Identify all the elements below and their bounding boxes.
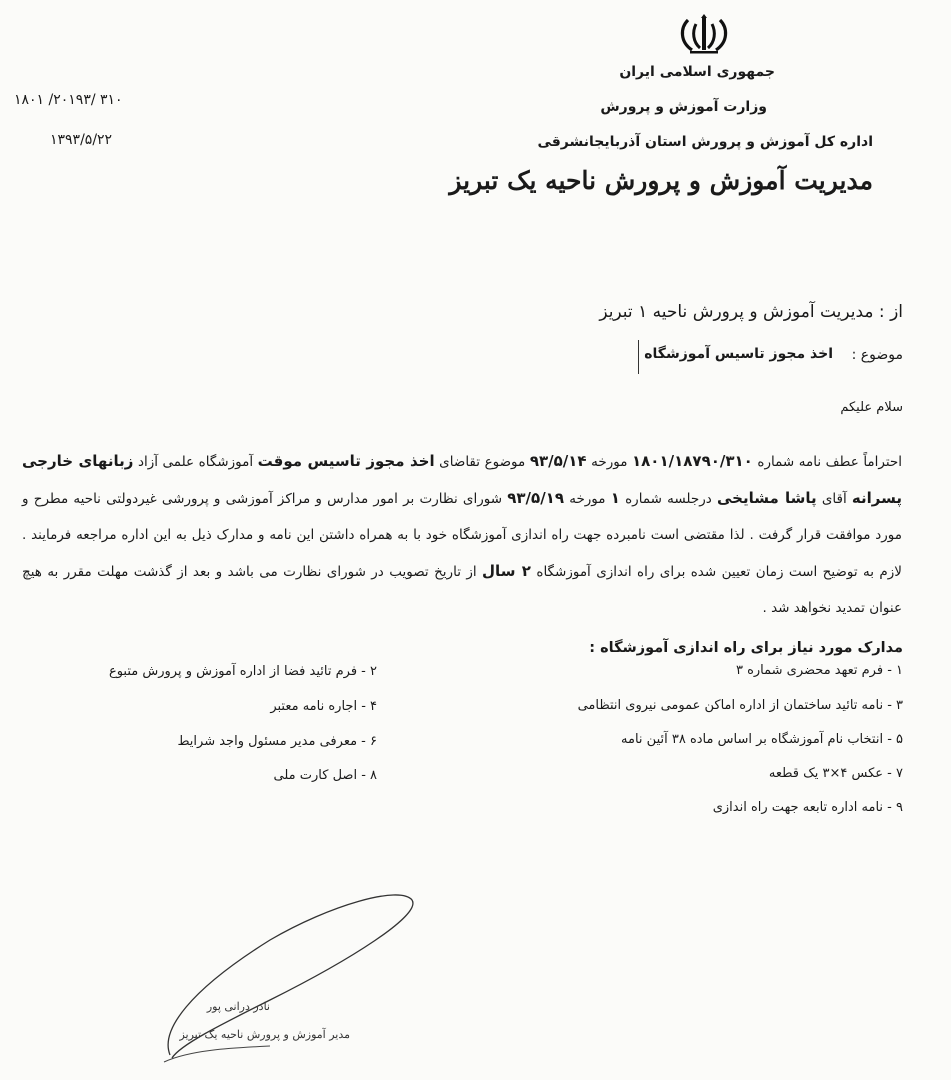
body-text: درجلسه شماره — [625, 491, 712, 507]
doc-item: ۳ - نامه تائید ساختمان از اداره اماکن عمومی نیروی انتظامی — [577, 698, 903, 713]
body-text: مورخه — [591, 454, 628, 470]
signature-scribble-icon — [150, 880, 430, 1070]
ref-letter-date: ۹۳/۵/۱۴ — [529, 452, 587, 470]
signature-title: مدیر آموزش و پرورش ناحیه یک تبریز — [179, 1028, 350, 1041]
doc-item: ۵ - انتخاب نام آموزشگاه بر اساس ماده ۳۸ آئین نامه — [621, 732, 903, 747]
doc-item: ۱ - فرم تعهد محضری شماره ۳ — [735, 663, 903, 678]
iran-emblem-icon — [678, 14, 730, 54]
subject-value: اخذ مجوز تاسیس آموزشگاه — [644, 346, 833, 362]
letter-from: از : مدیریت آموزش و پرورش ناحیه ۱ تبریز — [599, 302, 903, 322]
subject-label: موضوع : — [851, 347, 903, 363]
signature-name: نادر درانی پور — [206, 1000, 270, 1013]
letter-body — [22, 443, 902, 626]
docs-title: مدارک مورد نیاز برای راه اندازی آموزشگاه : — [589, 640, 903, 656]
body-text: موضوع تقاضای — [439, 454, 526, 470]
doc-item: ۹ - نامه اداره تابعه جهت راه اندازی — [712, 800, 903, 815]
request-type: اخذ مجوز تاسیس موقت — [257, 452, 435, 470]
body-text: آموزشگاه علمی آزاد — [137, 454, 254, 470]
doc-item: ۸ - اصل کارت ملی — [273, 768, 377, 783]
header-province-office: اداره کل آموزش و پرورش استان آذربایجانشرقی — [537, 134, 873, 150]
doc-item: ۴ - اجاره نامه معتبر — [270, 699, 377, 714]
header-district-office: مدیریت آموزش و پرورش ناحیه یک تبریز — [449, 166, 873, 195]
session-number: ۱ — [610, 489, 620, 507]
applicant-name: پاشا مشایخی — [717, 489, 817, 507]
doc-item: ۶ - معرفی مدیر مسئول واجد شرایط — [177, 734, 377, 749]
body-text: احتراماً عطف نامه شماره — [757, 454, 903, 470]
signature — [150, 880, 430, 1070]
greeting: سلام علیکم — [840, 400, 903, 415]
header-country: جمهوری اسلامی ایران — [619, 64, 775, 80]
ref-letter-number: ۱۸۰۱/۱۸۷۹۰/۳۱۰ — [632, 452, 753, 470]
body-text: از تاریخ تصویب در شورای نظارت می باشد و بعد از گذشت مهلت مقرر به هیچ عنوان تمدید نخواهد شد . — [22, 564, 902, 616]
body-text: شورای نظارت بر امور مدارس و مراکز آموزشی و پرورشی غیردولتی ناحیه مطرح و مورد موافقت قرار گرفت . لذا مقتضی است نامبرده جهت راه اندازی آموزشگاه خود با به همراه داشتن این نامه و مدارک ذیل به این اداره مراجعه فرمایند . لازم به توضیح است زمان تعیین شده برای راه اندازی آموزشگاه — [22, 491, 903, 580]
setup-deadline: ۲ سال — [482, 562, 531, 580]
session-date: ۹۳/۵/۱۹ — [507, 489, 564, 507]
institute-field: زبانهای خارجی پسرانه — [22, 452, 903, 507]
doc-item: ۲ - فرم تائید فضا از اداره آموزش و پرورش متبوع — [108, 664, 377, 679]
body-text: آقای — [821, 491, 847, 507]
reference-date: ۱۳۹۳/۵/۲۲ — [50, 132, 113, 148]
doc-item: ۷ - عکس ۴×۳ یک قطعه — [768, 766, 903, 781]
subject-divider — [638, 340, 639, 374]
reference-number: ۱۸۰۱ /۲۰۱۹۳/ ۳۱۰ — [14, 92, 123, 108]
header-ministry: وزارت آموزش و پرورش — [600, 99, 767, 115]
body-text: مورخه — [569, 491, 606, 507]
